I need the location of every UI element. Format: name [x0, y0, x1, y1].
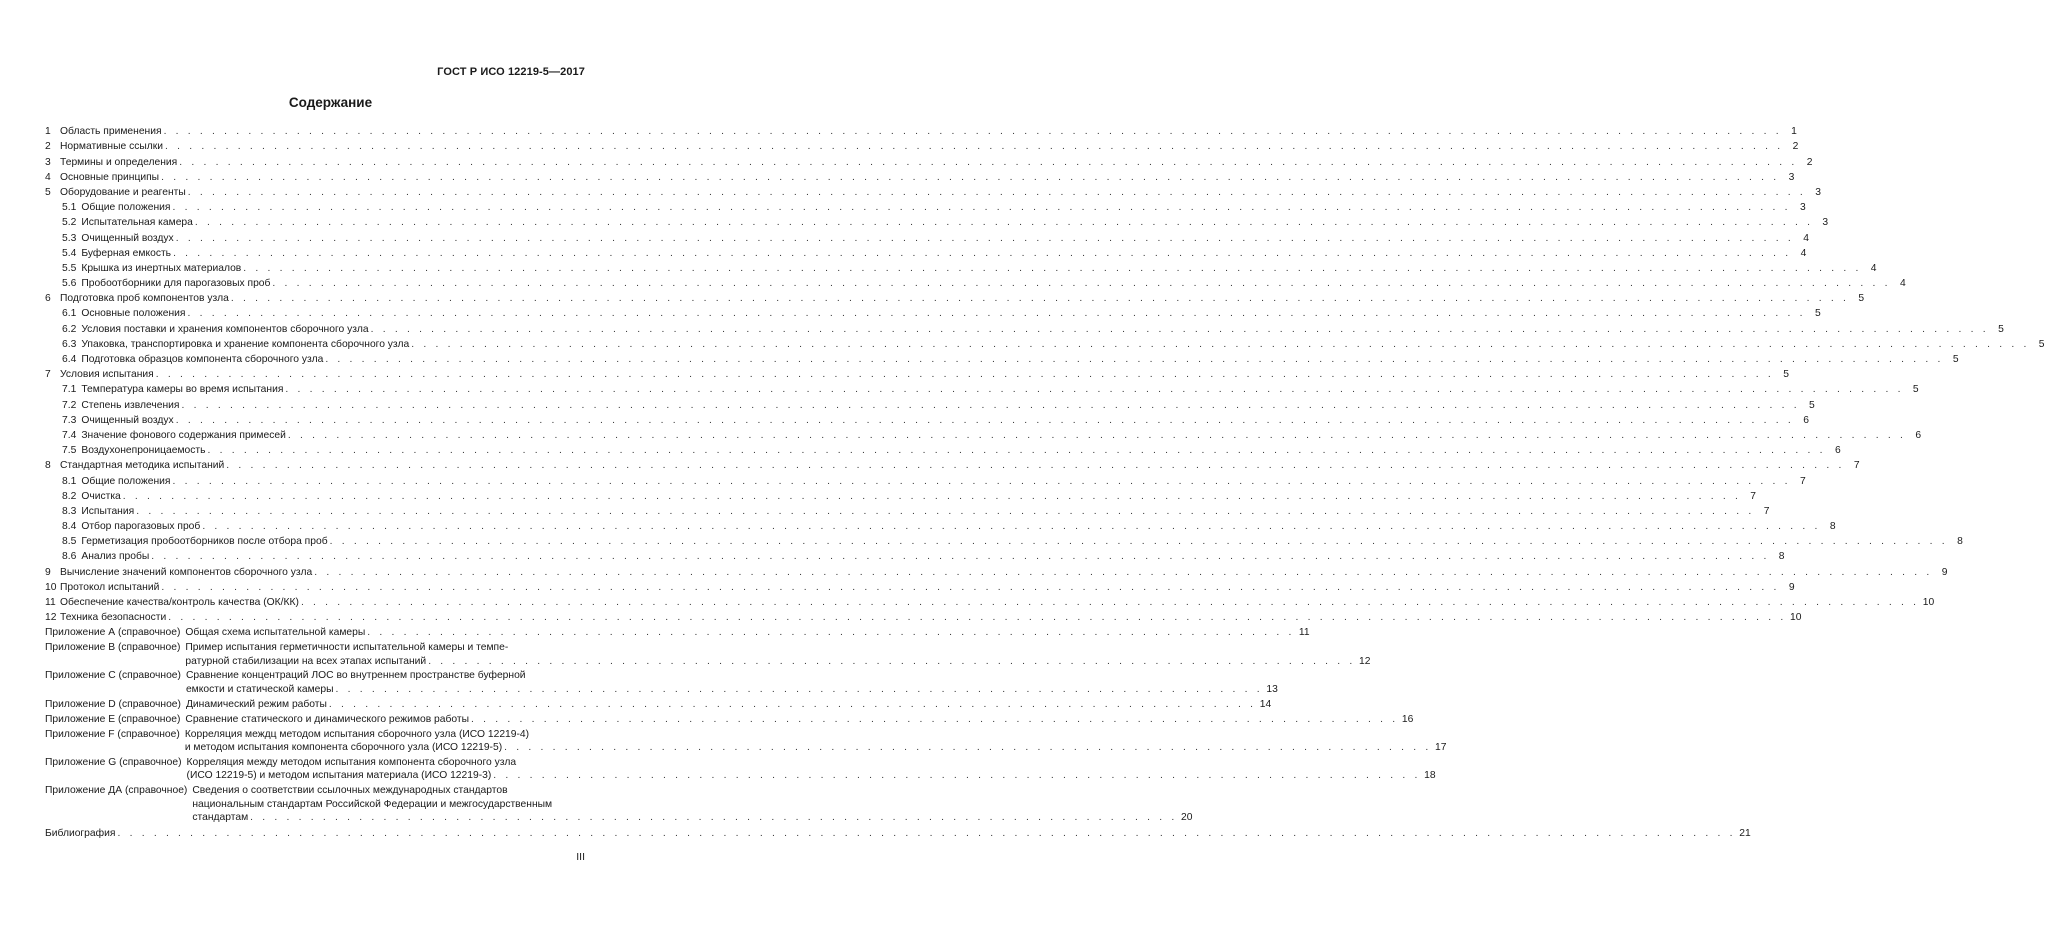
- dot-leader: [371, 323, 1989, 337]
- dot-leader: [493, 769, 1420, 782]
- dot-leader: [207, 444, 1825, 458]
- toc-entry-page: 4: [1803, 232, 1809, 244]
- toc-entry-title: Очищенный воздух: [81, 414, 174, 426]
- appendix-entry: [45, 784, 1193, 824]
- toc-entry: [45, 458, 1860, 473]
- toc-entry-number: 12: [45, 612, 57, 624]
- toc-entry: [45, 504, 1770, 519]
- toc-entry-page: 5: [1952, 354, 1959, 365]
- toc-entry-title: Основные принципы: [60, 171, 160, 183]
- toc-entry: [45, 170, 1795, 185]
- toc-entry-page: 4: [1899, 278, 1906, 290]
- toc-title: Содержание: [288, 95, 373, 110]
- toc-entry-number: 4: [45, 171, 51, 183]
- toc-entry-number: 8.6: [62, 551, 77, 563]
- toc-entry-title: Подготовка проб компонентов узла: [60, 293, 229, 305]
- dot-leader: [168, 611, 1786, 625]
- toc-entry-page: 5: [1783, 369, 1789, 381]
- toc-entry-page: 2: [1806, 156, 1813, 168]
- dot-leader: [173, 201, 1791, 215]
- dot-leader: [156, 368, 1774, 382]
- appendix-title-text: Пример испытания герметичности испытательной камеры и темпе-: [185, 642, 509, 654]
- table-of-contents: [45, 124, 2045, 841]
- appendix-title: [185, 641, 1370, 668]
- toc-entry-page: 3: [1788, 171, 1795, 183]
- toc-entry-title: Крышка из инертных материалов: [81, 262, 242, 274]
- toc-entry-title: Очистка: [81, 490, 121, 502]
- toc-entry-number: 8.4: [62, 521, 77, 533]
- toc-entry-number: 6.2: [62, 323, 77, 335]
- appendix-title-line: [185, 741, 1447, 754]
- toc-entry-title: Стандартная методика испытаний: [60, 460, 225, 472]
- appendix-title-text: Сравнение статического и динамического режимов работы: [185, 713, 470, 725]
- appendix-title-line: [187, 756, 1436, 769]
- toc-entry-number: 6: [45, 293, 51, 305]
- toc-entry-title: Основные положения: [81, 308, 186, 320]
- dot-leader: [195, 216, 1813, 230]
- appendix-title-text: ратурной стабилизации на всех этапах испытаний: [185, 655, 427, 667]
- dot-leader: [226, 459, 1844, 473]
- appendix-entry: [45, 713, 1414, 726]
- toc-entry: [45, 261, 1877, 276]
- toc-entry-title: Значение фонового содержания примесей: [81, 429, 286, 441]
- toc-entry: [45, 291, 1865, 306]
- toc-entry-page: 3: [1822, 217, 1829, 229]
- toc-entry-page: 2: [1792, 141, 1799, 153]
- appendix-title-line: [185, 713, 1413, 726]
- toc-entry-title: Термины и определения: [60, 156, 178, 168]
- toc-entry-title: Техника безопасности: [60, 612, 167, 624]
- appendix-page: 12: [1359, 655, 1371, 667]
- toc-entry-page: 8: [1957, 536, 1963, 548]
- toc-entry-number: 7.3: [62, 414, 77, 426]
- dot-leader: [428, 655, 1355, 668]
- toc-entry-number: 7.4: [62, 429, 77, 441]
- appendix-title-line: [192, 784, 1192, 797]
- appendix-title-text: (ИСО 12219-5) и методом испытания материала (ИСО 12219-3): [186, 770, 492, 782]
- toc-entry: [45, 443, 1841, 458]
- dot-leader: [182, 399, 1800, 413]
- dot-leader: [250, 811, 1177, 824]
- dot-leader: [285, 383, 1903, 397]
- bibliography-title: Библиография: [45, 828, 116, 840]
- toc-entry-title: Обеспечение качества/контроль качества (ОК/КК): [60, 597, 299, 608]
- toc-entry: [45, 489, 1757, 504]
- appendix-label: Приложение ДА (справочное): [45, 785, 188, 797]
- toc-entry: [45, 246, 1807, 261]
- appendix-page: 13: [1266, 683, 1278, 695]
- dot-leader: [231, 292, 1849, 306]
- toc-entry-page: 3: [1800, 202, 1806, 214]
- appendix-title-text: стандартам: [192, 811, 249, 823]
- dot-leader: [164, 125, 1782, 139]
- appendix-label: Приложение Е (справочное): [45, 713, 181, 725]
- toc-entry-number: 5.3: [62, 232, 77, 244]
- appendix-title-line: [185, 641, 1370, 654]
- toc-entry-title: Условия поставки и хранения компонентов сборочного узла: [81, 323, 369, 335]
- bibliography-page: 21: [1739, 828, 1751, 840]
- appendix-label: Приложение F (справочное): [45, 728, 180, 740]
- toc-entry-number: 5.6: [62, 278, 77, 290]
- toc-entry-page: 7: [1750, 490, 1757, 502]
- dot-leader: [173, 247, 1791, 261]
- appendix-title: [187, 756, 1436, 783]
- dot-leader: [136, 505, 1754, 519]
- toc-entry: [45, 610, 1802, 625]
- appendix-entry: [45, 641, 1371, 668]
- toc-entry-page: 4: [1800, 247, 1807, 259]
- toc-entry-number: 7: [45, 369, 51, 381]
- toc-entry: [45, 367, 1789, 382]
- toc-entry: [45, 564, 1948, 579]
- toc-entry: [45, 595, 1935, 610]
- appendix-title: [185, 626, 1309, 639]
- toc-entry-number: 6.1: [62, 308, 77, 320]
- toc-entry-page: 3: [1815, 186, 1821, 198]
- toc-entry-number: 3: [45, 156, 51, 168]
- document-code: ГОСТ Р ИСО 12219-5—2017: [437, 66, 585, 78]
- toc-entry-title: Очищенный воздух: [81, 232, 174, 244]
- toc-entry-number: 10: [45, 581, 57, 593]
- appendix-entry: [45, 756, 1436, 783]
- dot-leader: [336, 683, 1263, 696]
- appendix-page: 14: [1259, 698, 1272, 710]
- toc-entry-number: 8.1: [62, 475, 77, 487]
- toc-entry-page: 5: [1809, 399, 1815, 411]
- appendix-title-text: емкости и статической камеры: [185, 683, 334, 695]
- toc-entry: [45, 382, 1919, 397]
- dot-leader: [329, 698, 1256, 711]
- dot-leader: [471, 713, 1398, 726]
- toc-entry: [45, 337, 2045, 352]
- toc-entry-title: Степень извлечения: [81, 399, 180, 411]
- dot-leader: [117, 827, 1735, 841]
- appendix-title-line: [192, 798, 1192, 811]
- toc-entry-page: 5: [1998, 323, 2004, 335]
- page-number: III: [576, 851, 585, 863]
- toc-entry-number: 8: [45, 460, 51, 472]
- toc-entry: [45, 185, 1821, 200]
- toc-entry-page: 9: [1788, 581, 1795, 593]
- dot-leader: [161, 581, 1779, 595]
- dot-leader: [187, 307, 1805, 321]
- toc-entry: [45, 200, 1806, 215]
- toc-entry-title: Оборудование и реагенты: [60, 186, 186, 198]
- toc-entry-page: 1: [1791, 126, 1797, 138]
- toc-entry-page: 6: [1835, 445, 1841, 457]
- toc-entry: [45, 215, 1829, 230]
- toc-entry-number: 8.2: [62, 490, 77, 502]
- appendix-title-text: Сведения о соответствии ссылочных международных стандартов: [192, 785, 508, 797]
- appendix-title: [186, 669, 1278, 696]
- appendix-entry: [45, 728, 1447, 755]
- toc-entry: [45, 519, 1836, 534]
- toc-entry-page: 7: [1763, 505, 1770, 517]
- dot-leader: [176, 414, 1794, 428]
- toc-entry-title: Отбор парогазовых проб: [81, 521, 201, 533]
- toc-entry-number: 7.1: [62, 384, 77, 396]
- toc-entry-number: 6.4: [62, 354, 77, 365]
- toc-entry: [45, 276, 1906, 291]
- toc-entry-number: 7.2: [62, 399, 77, 411]
- toc-entry-page: 10: [1922, 597, 1935, 608]
- dot-leader: [367, 626, 1294, 639]
- toc-entry-title: Испытания: [81, 505, 135, 517]
- dot-leader: [202, 520, 1820, 534]
- appendix-title: [192, 784, 1192, 824]
- toc-entry: [45, 124, 1797, 139]
- appendix-title-text: Динамический режим работы: [185, 698, 327, 710]
- toc-entry-title: Воздухонепроницаемость: [81, 445, 206, 457]
- appendix-page: 16: [1401, 713, 1414, 725]
- toc-entry-page: 8: [1829, 521, 1836, 533]
- appendix-title-text: Корреляция междц методом испытания сборочного узла (ИСО 12219-4): [184, 728, 530, 740]
- toc-entry-page: 5: [1815, 308, 1821, 320]
- appendix-title-line: [185, 655, 1370, 668]
- dot-leader: [504, 741, 1431, 754]
- appendix-page: 17: [1434, 741, 1447, 753]
- toc-entry-page: 7: [1800, 475, 1806, 487]
- toc-entry: [45, 580, 1795, 595]
- toc-entry-title: Общие положения: [81, 202, 171, 214]
- toc-entry-number: 5: [45, 186, 51, 198]
- appendix-label: Приложение D (справочное): [45, 698, 181, 710]
- appendix-title-line: [186, 698, 1271, 711]
- toc-entry-title: Испытательная камера: [81, 217, 193, 229]
- toc-entry: [45, 321, 2004, 336]
- dot-leader: [288, 429, 1906, 443]
- toc-entry-page: 6: [1803, 414, 1809, 426]
- toc-entry-title: Общие положения: [81, 475, 171, 487]
- appendix-label: Приложение В (справочное): [45, 642, 181, 654]
- toc-entry-title: Герметизация пробоотборников после отбора проб: [81, 536, 328, 548]
- toc-entry: [45, 306, 1821, 321]
- toc-entry-number: 7.5: [62, 445, 77, 457]
- toc-entry-title: Условия испытания: [60, 369, 154, 381]
- toc-entry: [45, 397, 1815, 412]
- appendix-label: Приложение С (справочное): [45, 670, 181, 682]
- toc-entry-number: 8.3: [62, 505, 77, 517]
- toc-entry-number: 5.2: [62, 217, 77, 229]
- toc-entry-number: 6.3: [62, 338, 77, 350]
- appendix-title-line: [186, 683, 1278, 696]
- toc-entry-page: 10: [1790, 612, 1802, 624]
- appendix-entry: [45, 698, 1272, 711]
- toc-entry-title: Анализ пробы: [81, 551, 150, 563]
- toc-entry-number: 11: [45, 597, 56, 608]
- toc-entry: [45, 154, 1813, 169]
- toc-entry-title: Температура камеры во время испытания: [81, 384, 284, 396]
- toc-entry-page: 5: [1858, 293, 1865, 305]
- appendix-entry: [45, 626, 1310, 639]
- toc-entry-page: 9: [1941, 566, 1948, 578]
- appendix-title-line: [186, 669, 1278, 682]
- dot-leader: [173, 475, 1791, 489]
- dot-leader: [301, 596, 1919, 610]
- toc-entry-number: 5.5: [62, 262, 77, 274]
- toc-entry-number: 9: [45, 566, 51, 578]
- dot-leader: [161, 171, 1779, 185]
- toc-entry-number: 1: [45, 126, 51, 138]
- toc-entry-title: Протокол испытаний: [60, 581, 160, 593]
- toc-entry-page: 5: [2038, 338, 2045, 350]
- toc-entry-page: 7: [1853, 460, 1860, 472]
- toc-entry-title: Вычисление значений компонентов сборочного узла: [60, 566, 313, 578]
- dot-leader: [165, 140, 1783, 154]
- toc-entry: [45, 413, 1809, 428]
- appendix-title-text: Общая схема испытательной камеры: [185, 627, 366, 639]
- toc-entry-title: Подготовка образцов компонента сборочного узла: [81, 354, 324, 365]
- toc-entry-title: Пробоотборники для парогазовых проб: [81, 278, 271, 290]
- bibliography-entry: [45, 826, 1751, 841]
- appendix-label: Приложение А (справочное): [45, 627, 181, 639]
- dot-leader: [272, 277, 1890, 291]
- appendix-title: [185, 713, 1413, 726]
- appendix-title-text: Корреляция между методом испытания компонента сборочного узла: [186, 756, 517, 768]
- toc-entry: [45, 230, 1809, 245]
- appendix-page: 11: [1298, 627, 1310, 639]
- toc-entry-page: 8: [1778, 551, 1785, 563]
- appendix-title-line: [192, 811, 1192, 824]
- dot-leader: [188, 186, 1806, 200]
- appendix-title: [185, 728, 1447, 755]
- toc-entry-page: 6: [1915, 429, 1922, 441]
- dot-leader: [411, 338, 2029, 352]
- appendix-page: 20: [1181, 811, 1193, 823]
- toc-entry: [45, 139, 1799, 154]
- dot-leader: [151, 550, 1769, 564]
- appendix-title-text: национальным стандартам Российской Федерации и межгосударственным: [192, 798, 553, 810]
- toc-entry-number: 5.1: [62, 202, 77, 214]
- toc-entry-number: 8.5: [62, 536, 77, 548]
- dot-leader: [330, 535, 1948, 549]
- appendix-title-line: [185, 626, 1309, 639]
- toc-entry-title: Упаковка, транспортировка и хранение компонента сборочного узла: [81, 338, 410, 350]
- toc-entry: [45, 549, 1785, 564]
- dot-leader: [243, 262, 1861, 276]
- dot-leader: [176, 232, 1794, 246]
- toc-entry-title: Область применения: [60, 126, 162, 138]
- appendix-title: [186, 698, 1271, 711]
- dot-leader: [179, 156, 1797, 170]
- appendix-title-text: и методом испытания компонента сборочного узла (ИСО 12219-5): [184, 741, 503, 753]
- dot-leader: [325, 353, 1943, 367]
- dot-leader: [123, 490, 1741, 504]
- appendix-page: 18: [1424, 770, 1436, 782]
- appendix-title-line: [185, 728, 1447, 741]
- toc-entry: [45, 428, 1922, 443]
- toc-entry: [45, 534, 1963, 549]
- dot-leader: [314, 566, 1932, 580]
- appendix-entry: [45, 669, 1278, 696]
- toc-entry: [45, 473, 1806, 488]
- toc-entry-title: Буферная емкость: [81, 247, 172, 259]
- toc-entry: [45, 352, 1959, 367]
- appendix-label: Приложение G (справочное): [45, 756, 182, 768]
- toc-entry-page: 5: [1912, 384, 1919, 396]
- toc-entry-title: Нормативные ссылки: [60, 141, 164, 153]
- toc-entry-number: 2: [45, 141, 51, 153]
- toc-entry-number: 5.4: [62, 247, 77, 259]
- appendix-title-text: Сравнение концентраций ЛОС во внутреннем пространстве буферной: [185, 670, 526, 682]
- appendix-title-line: [187, 769, 1436, 782]
- toc-entry-page: 4: [1870, 262, 1877, 274]
